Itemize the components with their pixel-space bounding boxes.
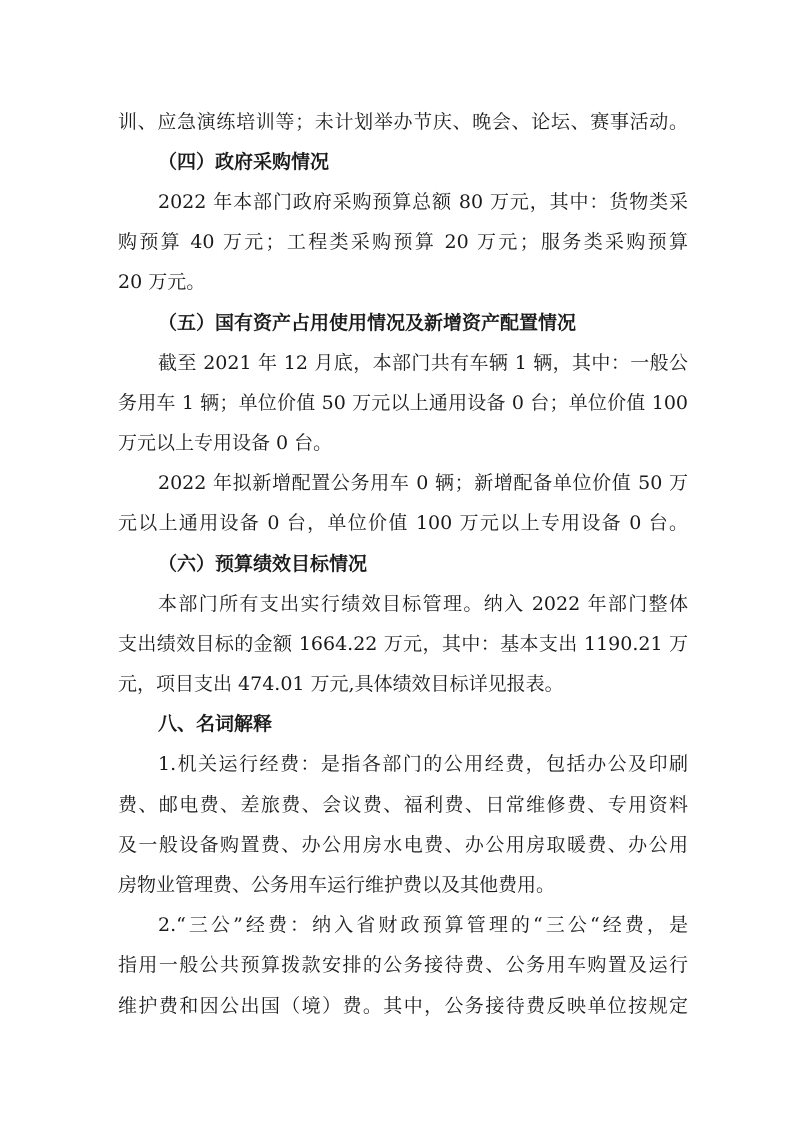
body-line: 1.机关运行经费：是指各部门的公用经费，包括办公及印刷 (158, 753, 688, 775)
body-line: 2022 年本部门政府采购预算总额 80 万元，其中：货物类采 (158, 191, 688, 213)
body-line: 及一般设备购置费、办公用房水电费、办公用房取暖费、办公用 (118, 834, 688, 856)
body-line: 指用一般公共预算拨款安排的公务接待费、公务用车购置及运行 (118, 954, 688, 976)
body-line: 20 万元。 (118, 271, 206, 293)
body-line: 万元以上专用设备 0 台。 (118, 432, 333, 454)
body-line: 维护费和因公出国（境）费。其中，公务接待费反映单位按规定 (118, 995, 688, 1017)
body-line: 购预算 40 万元；工程类采购预算 20 万元；服务类采购预算 (118, 231, 688, 253)
section-heading-glossary: 八、名词解释 (158, 713, 273, 735)
body-line: 2.“三公”经费：纳入省财政预算管理的“三公“经费，是 (158, 914, 688, 936)
body-line: 截至 2021 年 12 月底，本部门共有车辆 1 辆，其中：一般公 (158, 352, 688, 374)
section-heading-assets: （五）国有资产占用使用情况及新增资产配置情况 (158, 312, 577, 334)
section-heading-procurement: （四）政府采购情况 (158, 151, 330, 173)
body-line: 元，项目支出 474.01 万元,具体绩效目标详见报表。 (118, 673, 564, 695)
body-line: 元以上通用设备 0 台，单位价值 100 万元以上专用设备 0 台。 (118, 512, 688, 534)
body-line: 房物业管理费、公务用车运行维护费以及其他费用。 (118, 874, 556, 896)
body-line: 训、应急演练培训等；未计划举办节庆、晚会、论坛、赛事活动。 (118, 111, 688, 133)
section-heading-performance: （六）预算绩效目标情况 (158, 553, 368, 575)
body-line: 费、邮电费、差旅费、会议费、福利费、日常维修费、专用资料 (118, 794, 688, 816)
body-line: 支出绩效目标的金额 1664.22 万元，其中：基本支出 1190.21 万 (118, 633, 688, 655)
body-line: 本部门所有支出实行绩效目标管理。纳入 2022 年部门整体 (158, 593, 688, 615)
body-line: 务用车 1 辆；单位价值 50 万元以上通用设备 0 台；单位价值 100 (118, 392, 688, 414)
body-line: 2022 年拟新增配置公务用车 0 辆；新增配备单位价值 50 万 (158, 472, 688, 494)
